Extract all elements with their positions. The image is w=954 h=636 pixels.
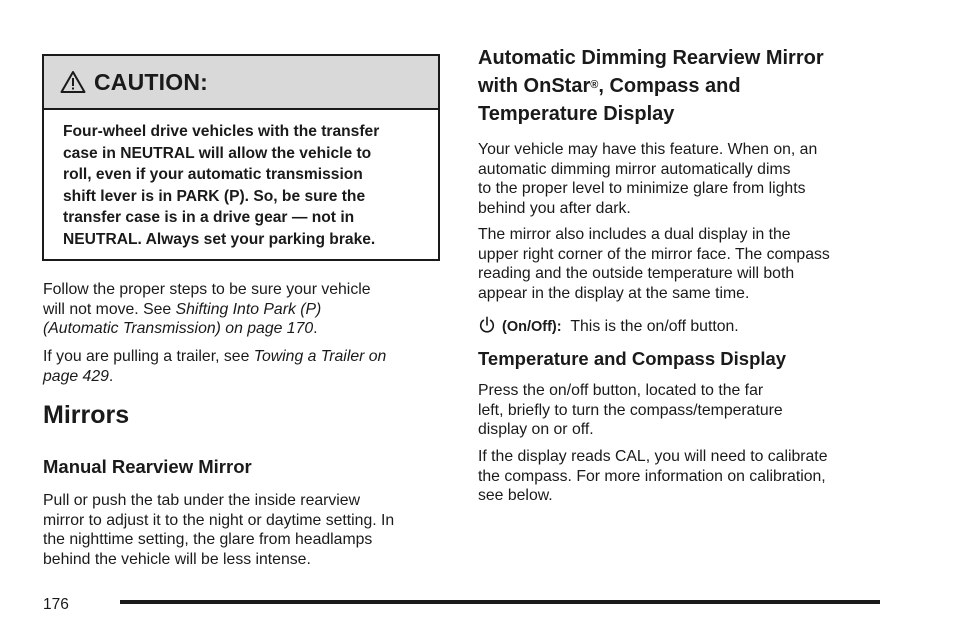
text-span: will not move. See [43, 300, 176, 318]
text-line: behind the vehicle will be less intense. [43, 550, 311, 568]
manual-mirror-paragraph [43, 491, 453, 569]
text-line: appear in the display at the same time. [478, 284, 750, 302]
text-line: behind you after dark. [478, 199, 631, 217]
feature-paragraph [478, 140, 898, 218]
caution-box [42, 54, 440, 261]
text-line [43, 319, 453, 339]
shifting-into-park-link[interactable]: Shifting Into Park (P) [175, 300, 322, 318]
text-line: to the proper level to minimize glare from lights [478, 180, 806, 198]
dual-display-paragraph [478, 225, 898, 303]
heading-line: Temperature Display [478, 103, 675, 125]
caution-line: shift lever is in PARK (P). So, be sure the [63, 187, 366, 205]
text-line: Pull or push the tab under the inside rearview [43, 492, 361, 509]
text-line: upper right corner of the mirror face. The compass [478, 245, 830, 263]
text-span: . [108, 367, 114, 385]
text-line: the compass. For more information on calibration, [478, 467, 826, 485]
onoff-press-paragraph [478, 381, 898, 440]
text-line: display on or off. [478, 421, 594, 439]
mirrors-heading: Mirrors [43, 401, 130, 429]
text-line [43, 367, 453, 387]
caution-title: CAUTION: [94, 68, 209, 95]
text-line: automatic dimming mirror automatically dims [478, 160, 791, 178]
caution-header [44, 56, 438, 110]
power-icon [478, 316, 496, 334]
text-line: reading and the outside temperature will both [478, 265, 795, 283]
page-number: 176 [43, 596, 69, 613]
warning-triangle-icon [60, 70, 86, 94]
heading-line: Automatic Dimming Rearview Mirror [478, 47, 824, 69]
caution-line: roll, even if your automatic transmission [63, 166, 363, 184]
park-steps-paragraph [43, 280, 453, 339]
caution-line: transfer case is in a drive gear — not in [63, 209, 355, 227]
onoff-label: (On/Off): [502, 319, 562, 335]
manual-mirror-heading: Manual Rearview Mirror [43, 456, 252, 477]
caution-text [44, 110, 438, 251]
text-span: , Compass and [598, 75, 741, 97]
onoff-text: This is the on/off button. [570, 318, 739, 335]
text-line: If the display reads CAL, you will need to calibrate [478, 448, 828, 465]
calibrate-paragraph [478, 447, 898, 506]
text-line: The mirror also includes a dual display in the [478, 226, 791, 243]
towing-trailer-link[interactable]: Towing a Trailer on [253, 348, 387, 365]
text-line: see below. [478, 487, 553, 505]
text-span: . [313, 320, 318, 338]
auto-dimming-heading [478, 44, 908, 128]
text-line: Your vehicle may have this feature. When on, an [478, 141, 818, 158]
trailer-paragraph [43, 347, 453, 386]
text-span: with OnStar [478, 75, 591, 97]
text-span: If you are pulling a trailer, see [43, 348, 254, 365]
text-line [43, 347, 453, 367]
caution-line: Four-wheel drive vehicles with the transfer [63, 123, 380, 140]
text-line: Press the on/off button, located to the far [478, 382, 764, 399]
heading-line [478, 72, 908, 100]
text-line: left, briefly to turn the compass/temperature [478, 401, 783, 419]
text-line: the nighttime setting, the glare from headlamps [43, 531, 373, 549]
temp-compass-heading: Temperature and Compass Display [478, 348, 787, 369]
registered-mark: ® [590, 79, 599, 91]
shifting-into-park-link-cont[interactable]: (Automatic Transmission) on page 170 [43, 320, 314, 338]
towing-trailer-link-cont[interactable]: page 429 [43, 367, 109, 385]
text-line: Follow the proper steps to be sure your vehicle [43, 281, 371, 298]
caution-line: case in NEUTRAL will allow the vehicle to [63, 144, 372, 162]
text-line [43, 300, 453, 320]
text-line: mirror to adjust it to the night or daytime setting. In [43, 511, 395, 529]
caution-line: NEUTRAL. Always set your parking brake. [63, 230, 376, 248]
footer-rule [120, 600, 880, 604]
onoff-description [478, 316, 898, 338]
